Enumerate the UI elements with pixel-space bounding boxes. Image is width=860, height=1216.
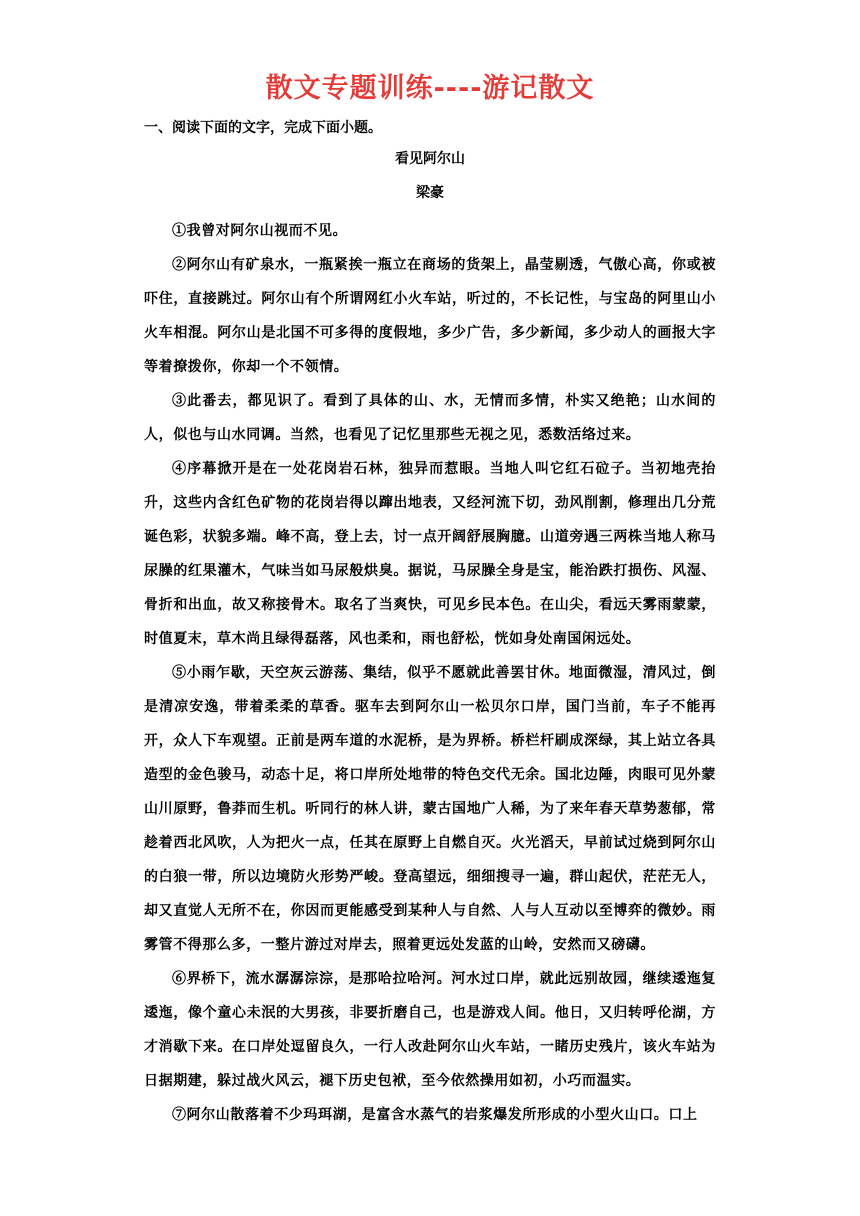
- article-author: 梁豪: [416, 185, 444, 201]
- paragraph-4: ④序幕掀开是在一处花岗岩石林，独异而惹眼。当地人叫它红石砬子。当初地壳抬升，这些内含红色矿物的花岗岩得以蹿出地表，又经河流下切，劲风削割，修理出几分荒诞色彩，状貌多端。峰不高，登上去，讨一点开阔舒展胸臆。山道旁遇三两株当地人称马尿臊的红果灌木，气味当如马尿般烘臭。据说，马尿臊全身是宝，能治跌打损伤、风湿、骨折和出血，故又称接骨木。取名了当爽快，可见乡民本色。在山尖，看远天雾雨蒙蒙，时值夏末，草木尚且绿得磊落，风也柔和，雨也舒松，恍如身处南国闲远处。: [144, 461, 716, 647]
- paragraph-5: ⑤小雨乍歇，天空灰云游荡、集结，似乎不愿就此善罢甘休。地面微湿，清风过，倒是清凉安逸，带着柔柔的草香。驱车去到阿尔山一松贝尔口岸，国门当前，车子不能再开，众人下车观望。正前是两车道的水泥桥，是为界桥。桥栏杆刷成深绿，其上站立各具造型的金色骏马，动态十足，将口岸所处地带的特色交代无余。国北边陲，肉眼可见外蒙山川原野，鲁莽而生机。听同行的林人讲，蒙古国地广人稀，为了来年春天草势葱郁，常趁着西北风吹，人为把火一点，任其在原野上自燃自灭。火光滔天，早前试过烧到阿尔山的白狼一带，所以边境防火形势严峻。登高望远，细细搜寻一遍，群山起伏，茫茫无人，却又直觉人无所不在，你因而更能感受到某种人与自然、人与人互动以至博弈的微妙。雨雾管不得那么多，一整片游过对岸去，照着更远处发蓝的山岭，安然而又磅礴。: [144, 665, 716, 953]
- paragraph-2: ②阿尔山有矿泉水，一瓶紧挨一瓶立在商场的货架上，晶莹剔透，气傲心高，你或被吓住，直接跳过。阿尔山有个所谓网红小火车站，听过的，不长记性，与宝岛的阿里山小火车相混。阿尔山是北国不可多得的度假地，多少广告，多少新闻，多少动人的画报大字等着撩拨你，你却一个不领情。: [144, 257, 716, 375]
- paragraph-6: ⑥界桥下，流水潺潺淙淙，是那哈拉哈河。河水过口岸，就此远别故园，继续逶迤复逶迤，像个童心未泯的大男孩，非要折磨自己，也是游戏人间。他日，又归转呼伦湖，方才消歇下来。在口岸处逗留良久，一行人改赴阿尔山火车站，一睹历史残片，该火车站为日据期建，躲过战火风云，褪下历史包袱，至今依然操用如初，小巧而温实。: [144, 971, 716, 1089]
- article-body: [144, 214, 716, 1132]
- paragraph-3: ③此番去，都见识了。看到了具体的山、水，无情而多情，朴实又绝艳；山水间的人，似也与山水同调。当然，也看见了记忆里那些无视之见，悉数活络过来。: [144, 393, 716, 443]
- article-title: 看见阿尔山: [395, 151, 465, 167]
- paragraph-7: ⑦阿尔山散落着不少玛珥湖，是富含水蒸气的岩浆爆发所形成的小型火山口。口上: [172, 1107, 698, 1123]
- document-title: 散文专题训练----游记散文: [265, 73, 595, 104]
- paragraph-1: ①我曾对阿尔山视而不见。: [172, 223, 348, 239]
- section-heading: 一、阅读下面的文字，完成下面小题。: [144, 120, 382, 136]
